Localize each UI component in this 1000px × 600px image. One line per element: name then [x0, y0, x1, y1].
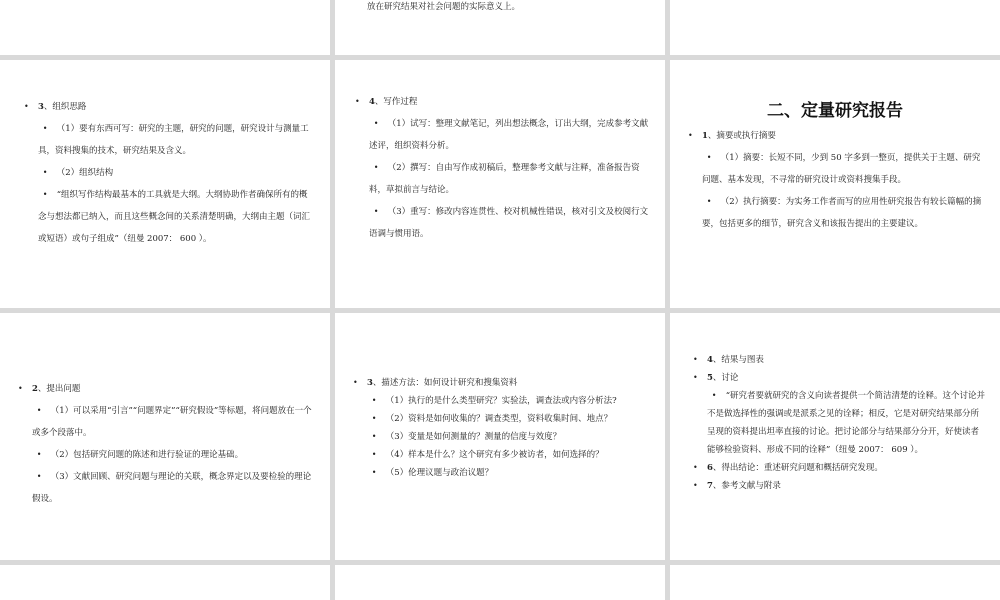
slide-6[interactable]	[670, 60, 1000, 308]
bullet-icon: •	[42, 124, 48, 133]
list-item	[702, 191, 986, 235]
bullet-icon: •	[693, 355, 698, 364]
list-item	[369, 113, 651, 157]
item-text: （2）包括研究问题的陈述和进行验证的理论基础。	[50, 450, 244, 460]
slide-2[interactable]	[335, 0, 665, 55]
slide-7-list	[18, 378, 316, 510]
bullet-icon: •	[371, 468, 377, 477]
item-number: 5	[707, 373, 713, 383]
slide-5[interactable]	[335, 60, 665, 308]
item-text: 、摘要或执行摘要	[707, 131, 776, 141]
list-item	[693, 459, 987, 477]
item-text: （3）重写：修改内容连贯性、校对机械性错误，核对引文及校阅行文语调与惯用语。	[369, 207, 649, 239]
bullet-icon: •	[373, 207, 379, 216]
slide-2-text: 放在研究结果对社会问题的实际意义上。	[367, 2, 521, 12]
item-text: 、提出问题	[37, 384, 81, 394]
slide-7[interactable]	[0, 313, 330, 560]
slide-1[interactable]	[0, 0, 330, 55]
slide-9[interactable]	[670, 313, 1000, 560]
item-text: （2）资料是如何收集的？调查类型，资料收集时间、地点？	[385, 414, 613, 424]
item-text: （5）伦理议题与政治议题？	[385, 468, 494, 478]
item-text: （1）可以采用“引言”“问题界定”“研究假设”等标题，将问题放在一个或多个段落中。	[32, 406, 312, 438]
bullet-icon: •	[371, 432, 377, 441]
bullet-icon: •	[693, 463, 698, 472]
slide-4[interactable]	[0, 60, 330, 308]
bullet-icon: •	[371, 414, 377, 423]
list-item	[702, 147, 986, 191]
item-number: 2	[32, 384, 38, 394]
bullet-icon: •	[36, 472, 42, 481]
bullet-icon: •	[18, 384, 23, 393]
slide-12[interactable]	[670, 565, 1000, 600]
item-text: 、描述方法：如何设计研究和搜集资料	[372, 378, 518, 388]
slide-8-list	[353, 374, 657, 482]
list-item	[32, 444, 316, 466]
item-text: （1）执行的是什么类型研究？实验法，调查法或内容分析法?	[385, 396, 617, 406]
list-item	[367, 410, 657, 428]
list-item	[32, 466, 316, 510]
slide-4-list	[24, 96, 316, 250]
bullet-icon: •	[693, 373, 698, 382]
list-item	[707, 387, 987, 459]
list-item	[38, 118, 316, 162]
list-item	[353, 374, 657, 392]
item-number: 3	[367, 378, 373, 388]
slide-8[interactable]	[335, 313, 665, 560]
item-text: （2）组织结构	[56, 168, 114, 178]
list-item	[367, 446, 657, 464]
bullet-icon: •	[371, 450, 377, 459]
item-text: （2）撰写：自由写作成初稿后，整理参考文献与注释，准备报告资料，草拟前言与结论。	[369, 163, 640, 195]
item-text: （3）变量是如何测量的？测量的信度与效度？	[385, 432, 562, 442]
bullet-icon: •	[693, 481, 698, 490]
bullet-icon: •	[371, 396, 377, 405]
item-text: 、得出结论：重述研究问题和概括研究发现。	[712, 463, 883, 473]
list-item	[38, 162, 316, 184]
slide-5-list	[355, 91, 651, 245]
item-number: 7	[707, 481, 713, 491]
list-item	[355, 91, 651, 113]
list-item	[32, 400, 316, 444]
list-item	[693, 477, 987, 495]
item-number: 1	[702, 131, 708, 141]
slide-3[interactable]	[670, 0, 1000, 55]
bullet-icon: •	[688, 131, 693, 140]
item-number: 3	[38, 102, 44, 112]
list-item	[367, 392, 657, 410]
bullet-icon: •	[36, 406, 42, 415]
bullet-icon: •	[711, 391, 717, 400]
item-text: （4）样本是什么？这个研究有多少被访者，如何选择的？	[385, 450, 604, 460]
item-text: 、讨论	[712, 373, 739, 383]
item-text: （1）试写：整理文献笔记，列出想法概念，订出大纲，完成参考文献述评，组织资料分析。	[369, 119, 649, 151]
list-item	[24, 96, 316, 118]
slide-11[interactable]	[335, 565, 665, 600]
bullet-icon: •	[42, 168, 48, 177]
item-number: 4	[707, 355, 713, 365]
bullet-icon: •	[706, 153, 712, 162]
list-item	[693, 369, 987, 387]
list-item	[18, 378, 316, 400]
item-text: （1）摘要：长短不同，少到 50 字多到一整页，提供关于主题、研究问题、基本发现，不寻常的研究设计或资料搜集手段。	[702, 153, 981, 185]
slide-10[interactable]	[0, 565, 330, 600]
item-text: （1）要有东西可写：研究的主题，研究的问题，研究设计与测量工具，资料搜集的技术，研究结果及含义。	[38, 124, 309, 156]
list-item	[367, 428, 657, 446]
bullet-icon: •	[42, 190, 48, 199]
slide-6-list	[688, 125, 986, 235]
item-text: 、结果与图表	[712, 355, 764, 365]
bullet-icon: •	[24, 102, 29, 111]
list-item	[369, 157, 651, 201]
item-text: 、写作过程	[374, 97, 418, 107]
bullet-icon: •	[373, 163, 379, 172]
item-text: （3）文献回顾、研究问题与理论的关联，概念界定以及要检验的理论假设。	[32, 472, 312, 504]
list-item	[369, 201, 651, 245]
bullet-icon: •	[355, 97, 360, 106]
item-text: （2）执行摘要：为实务工作者而写的应用性研究报告有较长篇幅的摘要，包括更多的细节，研究含义和该报告提出的主要建议。	[702, 197, 982, 229]
item-text: “组织写作结构最基本的工具就是大纲。大纲协助作者确保所有的概念与想法都已纳入，而且这些概念间的关系清楚明确，大纲由主题（词汇或短语）或句子组成”（纽曼 2007： 600 ）。	[38, 190, 311, 244]
item-text: 、参考文献与附录	[712, 481, 781, 491]
list-item	[688, 125, 986, 147]
item-text: “研究者要就研究的含义向读者提供一个简洁清楚的诠释。这个讨论并不是做选择性的强调或是派系之见的诠释；相反，它是对研究结果部分所呈现的资料提出坦率直接的讨论。把讨论部分与结果部分分开，好使读者能够检验资料、形成不同的诠释”（纽曼 2007： 609 ）。	[707, 391, 986, 455]
item-number: 6	[707, 463, 713, 473]
item-text: 、组织思路	[43, 102, 87, 112]
list-item	[367, 464, 657, 482]
bullet-icon: •	[373, 119, 379, 128]
item-number: 4	[369, 97, 375, 107]
list-item	[38, 184, 316, 250]
bullet-icon: •	[706, 197, 712, 206]
bullet-icon: •	[36, 450, 42, 459]
slide-9-list	[693, 351, 987, 495]
slide-6-title: 二、定量研究报告	[767, 101, 903, 121]
list-item	[693, 351, 987, 369]
bullet-icon: •	[353, 378, 358, 387]
